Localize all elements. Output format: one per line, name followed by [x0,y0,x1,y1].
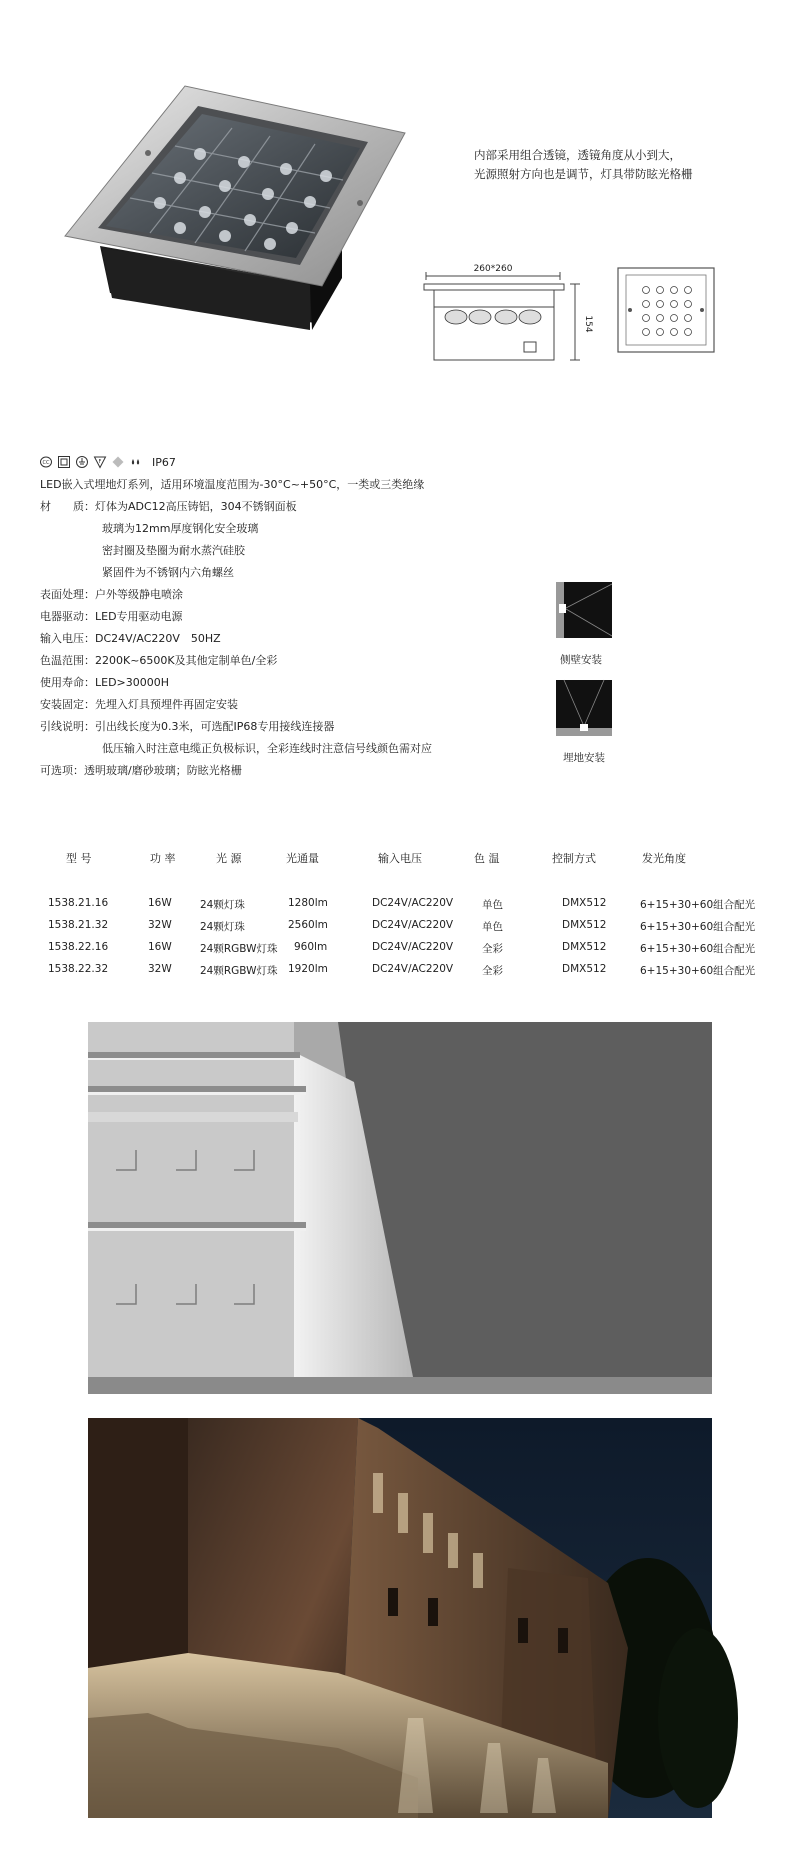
night-photo [88,1418,712,1818]
f-mark-cert-icon [94,456,106,468]
top-view-drawing [616,266,716,356]
side-wall-install-icon [556,582,612,638]
side-section-drawing [420,262,593,372]
cell-control: DMX512 [562,941,607,953]
cell-control: DMX512 [562,919,607,931]
col-header-model: 型 号 [66,852,92,865]
col-header-lumen: 光通量 [286,852,319,865]
spec-lead-1: 引线说明：引出线长度为0.3米，可选配IP68专用接线连接器 [40,720,335,733]
diamond-cert-icon [112,456,124,468]
description-line-2: 光源照射方向也是调节，灯具带防眩光格栅 [474,167,693,181]
cell-lumen: 960lm [294,941,328,953]
product-photo [60,78,410,358]
cell-power: 16W [148,941,172,953]
col-header-beam: 发光角度 [642,852,686,865]
cell-beam: 6+15+30+60组合配光 [640,899,756,911]
width-dimension: 260*260 [473,264,513,274]
cell-source: 24颗灯珠 [200,899,245,911]
cell-beam: 6+15+30+60组合配光 [640,965,756,977]
cell-control: DMX512 [562,963,607,975]
spec-life: 使用寿命：LED>30000H [40,676,170,689]
cell-cct: 全彩 [482,965,503,977]
cell-source: 24颗灯珠 [200,921,245,933]
cell-beam: 6+15+30+60组合配光 [640,943,756,955]
ip-rating: IP67 [152,455,176,469]
cell-power: 16W [148,897,172,909]
cell-cct: 全彩 [482,943,503,955]
cell-voltage: DC24V/AC220V [372,897,454,909]
ground-install-label: 埋地安装 [563,752,605,764]
ground-cert-icon [76,456,88,468]
spec-voltage: 输入电压：DC24V/AC220V 50HZ [40,632,221,645]
cell-cct: 单色 [482,921,503,933]
cell-source: 24颗RGBW灯珠 [200,965,278,977]
svg-text:F: F [98,459,102,465]
col-header-voltage: 输入电压 [378,852,422,865]
svg-text:CC: CC [42,460,50,466]
spec-surface: 表面处理：户外等级静电喷涂 [40,588,183,601]
col-header-source: 光 源 [216,852,242,865]
cell-lumen: 1280lm [288,897,328,909]
spec-lead-2: 低压输入时注意电缆正负极标识，全彩连线时注意信号线颜色需对应 [102,742,432,755]
cell-model: 1538.22.16 [48,941,109,953]
cell-lumen: 2560lm [288,919,328,931]
cell-lumen: 1920lm [288,963,328,975]
spec-material [40,498,297,514]
col-header-control: 控制方式 [552,852,596,865]
spec-material-4: 紧固件为不锈钢内六角螺丝 [102,566,234,579]
cell-model: 1538.21.32 [48,919,109,931]
description [474,146,693,184]
col-header-power: 功 率 [150,852,176,865]
cell-power: 32W [148,919,172,931]
height-dimension: 154 [583,315,593,333]
cell-beam: 6+15+30+60组合配光 [640,921,756,933]
ccc-cert-icon [40,456,52,468]
ground-install-icon [556,680,612,736]
spec-material-2: 玻璃为12mm厚度钢化安全玻璃 [102,522,259,535]
spec-driver: 电器驱动：LED专用驱动电源 [40,610,183,623]
col-header-cct: 色 温 [474,852,500,865]
cell-model: 1538.21.16 [48,897,109,909]
spec-options: 可选项：透明玻璃/磨砂玻璃；防眩光格栅 [40,764,242,777]
spec-intro: LED嵌入式埋地灯系列，适用环境温度范围为-30°C~+50°C，一类或三类绝缘 [40,478,425,491]
cell-voltage: DC24V/AC220V [372,919,454,931]
cell-control: DMX512 [562,897,607,909]
cell-cct: 单色 [482,899,503,911]
cell-power: 32W [148,963,172,975]
cell-voltage: DC24V/AC220V [372,963,454,975]
cell-source: 24颗RGBW灯珠 [200,943,278,955]
spec-material-3: 密封圈及垫圈为耐水蒸汽硅胶 [102,544,245,557]
cell-voltage: DC24V/AC220V [372,941,454,953]
class-ii-cert-icon [58,456,70,468]
description-line-1: 内部采用组合透镜，透镜角度从小到大， [474,148,681,162]
spec-material-1: 灯体为ADC12高压铸铝，304不锈钢面板 [95,500,297,513]
spec-cct: 色温范围：2200K~6500K及其他定制单色/全彩 [40,654,278,667]
side-wall-install-label: 侧壁安装 [560,654,602,666]
certification-row [40,454,176,470]
waterproof-drops-icon [130,456,142,468]
facade-illustration [88,1022,712,1394]
spec-material-label: 材 质： [40,500,95,513]
spec-install: 安装固定：先埋入灯具预埋件再固定安装 [40,698,238,711]
cell-model: 1538.22.32 [48,963,109,975]
